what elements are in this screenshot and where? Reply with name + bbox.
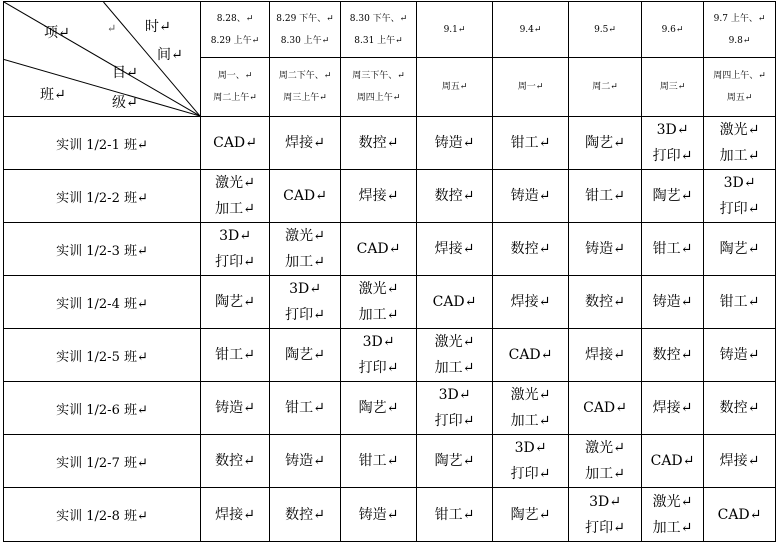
schedule-cell: 激光↵ 加工↵ — [201, 170, 270, 223]
class-name-cell: 实训 1/2-3 班↵ — [4, 223, 201, 276]
schedule-cell: 数控↵ — [201, 435, 270, 488]
day-header: 周五↵ — [417, 58, 493, 117]
day-header: 周二↵ — [569, 58, 642, 117]
schedule-cell: 铸造↵ — [493, 170, 569, 223]
schedule-cell: 钳工↵ — [569, 170, 642, 223]
class-name-cell: 实训 1/2-5 班↵ — [4, 329, 201, 382]
schedule-cell: 焊接↵ — [341, 170, 417, 223]
schedule-table — [3, 1, 776, 542]
date-header: 8.28、↵ 8.29 上午↵ — [201, 2, 270, 58]
corner-label-grade: 级↵ — [112, 95, 138, 111]
schedule-cell: 钳工↵ — [270, 382, 341, 435]
schedule-cell: 焊接↵ — [270, 117, 341, 170]
table-row — [4, 382, 776, 435]
table-row — [4, 435, 776, 488]
schedule-cell: 激光↵ 加工↵ — [417, 329, 493, 382]
table-row — [4, 488, 776, 542]
schedule-cell: 钳工↵ — [493, 117, 569, 170]
schedule-cell: 焊接↵ — [642, 382, 704, 435]
schedule-cell: 陶艺↵ — [642, 170, 704, 223]
date-header: 9.5↵ — [569, 2, 642, 58]
date-header: 8.30 下午、↵ 8.31 上午↵ — [341, 2, 417, 58]
schedule-cell: 激光↵ 加工↵ — [642, 488, 704, 542]
date-header: 9.6↵ — [642, 2, 704, 58]
table-row — [4, 329, 776, 382]
schedule-cell: CAD↵ — [704, 488, 776, 542]
header-date-row — [4, 2, 776, 58]
date-header: 9.7 上午、↵ 9.8↵ — [704, 2, 776, 58]
table-row — [4, 117, 776, 170]
corner-label-interval: 间↵ — [157, 47, 183, 63]
schedule-cell: 陶艺↵ — [201, 276, 270, 329]
day-header: 周三下午、↵ 周四上午↵ — [341, 58, 417, 117]
corner-label-item: 项↵ — [44, 25, 70, 41]
schedule-cell: 数控↵ — [417, 170, 493, 223]
corner-arrow: ↵ — [107, 22, 117, 35]
schedule-cell: 铸造↵ — [341, 488, 417, 542]
schedule-cell: 数控↵ — [642, 329, 704, 382]
schedule-cell: 铸造↵ — [569, 223, 642, 276]
schedule-cell: 3D↵ 打印↵ — [569, 488, 642, 542]
schedule-cell: 钳工↵ — [417, 488, 493, 542]
class-name-cell: 实训 1/2-6 班↵ — [4, 382, 201, 435]
corner-label-subject: 目↵ — [112, 65, 138, 81]
schedule-cell: 激光↵ 加工↵ — [341, 276, 417, 329]
schedule-cell: 钳工↵ — [201, 329, 270, 382]
schedule-cell: 陶艺↵ — [493, 488, 569, 542]
schedule-cell: 3D↵ 打印↵ — [417, 382, 493, 435]
schedule-cell: 数控↵ — [341, 117, 417, 170]
schedule-cell: 陶艺↵ — [270, 329, 341, 382]
day-header: 周一、↵ 周二上午↵ — [201, 58, 270, 117]
schedule-cell: CAD↵ — [270, 170, 341, 223]
corner-label-time: 时↵ — [145, 19, 171, 35]
schedule-cell: 3D↵ 打印↵ — [704, 170, 776, 223]
schedule-cell: 钳工↵ — [704, 276, 776, 329]
corner-label-class: 班↵ — [40, 87, 66, 103]
class-name-cell: 实训 1/2-1 班↵ — [4, 117, 201, 170]
day-header: 周二下午、↵ 周三上午↵ — [270, 58, 341, 117]
schedule-cell: 陶艺↵ — [341, 382, 417, 435]
schedule-cell: CAD↵ — [569, 382, 642, 435]
table-row — [4, 223, 776, 276]
schedule-cell: 3D↵ 打印↵ — [341, 329, 417, 382]
class-name-cell: 实训 1/2-8 班↵ — [4, 488, 201, 542]
schedule-cell: 数控↵ — [493, 223, 569, 276]
schedule-cell: 焊接↵ — [493, 276, 569, 329]
schedule-cell: 激光↵ 加工↵ — [569, 435, 642, 488]
schedule-cell: CAD↵ — [493, 329, 569, 382]
schedule-cell: 焊接↵ — [417, 223, 493, 276]
schedule-cell: 铸造↵ — [704, 329, 776, 382]
schedule-cell: 铸造↵ — [417, 117, 493, 170]
day-header: 周一↵ — [493, 58, 569, 117]
date-header: 8.29 下午、↵ 8.30 上午↵ — [270, 2, 341, 58]
schedule-cell: 焊接↵ — [704, 435, 776, 488]
schedule-cell: CAD↵ — [642, 435, 704, 488]
schedule-cell: 钳工↵ — [642, 223, 704, 276]
date-header: 9.1↵ — [417, 2, 493, 58]
schedule-cell: 数控↵ — [270, 488, 341, 542]
class-name-cell: 实训 1/2-7 班↵ — [4, 435, 201, 488]
schedule-cell: 数控↵ — [704, 382, 776, 435]
schedule-cell: 激光↵ 加工↵ — [270, 223, 341, 276]
class-name-cell: 实训 1/2-4 班↵ — [4, 276, 201, 329]
schedule-cell: 激光↵ 加工↵ — [493, 382, 569, 435]
schedule-cell: 焊接↵ — [201, 488, 270, 542]
corner-header-cell — [4, 2, 201, 117]
schedule-cell: 3D↵ 打印↵ — [270, 276, 341, 329]
table-row — [4, 276, 776, 329]
schedule-cell: CAD↵ — [341, 223, 417, 276]
schedule-cell: 铸造↵ — [642, 276, 704, 329]
schedule-cell: 钳工↵ — [341, 435, 417, 488]
schedule-cell: 陶艺↵ — [704, 223, 776, 276]
schedule-cell: 陶艺↵ — [417, 435, 493, 488]
schedule-cell: CAD↵ — [417, 276, 493, 329]
schedule-cell: 焊接↵ — [569, 329, 642, 382]
date-header: 9.4↵ — [493, 2, 569, 58]
schedule-cell: 3D↵ 打印↵ — [493, 435, 569, 488]
schedule-cell: 数控↵ — [569, 276, 642, 329]
day-header: 周四上午、↵ 周五↵ — [704, 58, 776, 117]
schedule-cell: 铸造↵ — [270, 435, 341, 488]
schedule-cell: 3D↵ 打印↵ — [201, 223, 270, 276]
day-header: 周三↵ — [642, 58, 704, 117]
schedule-cell: 陶艺↵ — [569, 117, 642, 170]
schedule-cell: CAD↵ — [201, 117, 270, 170]
table-row — [4, 170, 776, 223]
class-name-cell: 实训 1/2-2 班↵ — [4, 170, 201, 223]
schedule-cell: 铸造↵ — [201, 382, 270, 435]
schedule-cell: 激光↵ 加工↵ — [704, 117, 776, 170]
schedule-cell: 3D↵ 打印↵ — [642, 117, 704, 170]
